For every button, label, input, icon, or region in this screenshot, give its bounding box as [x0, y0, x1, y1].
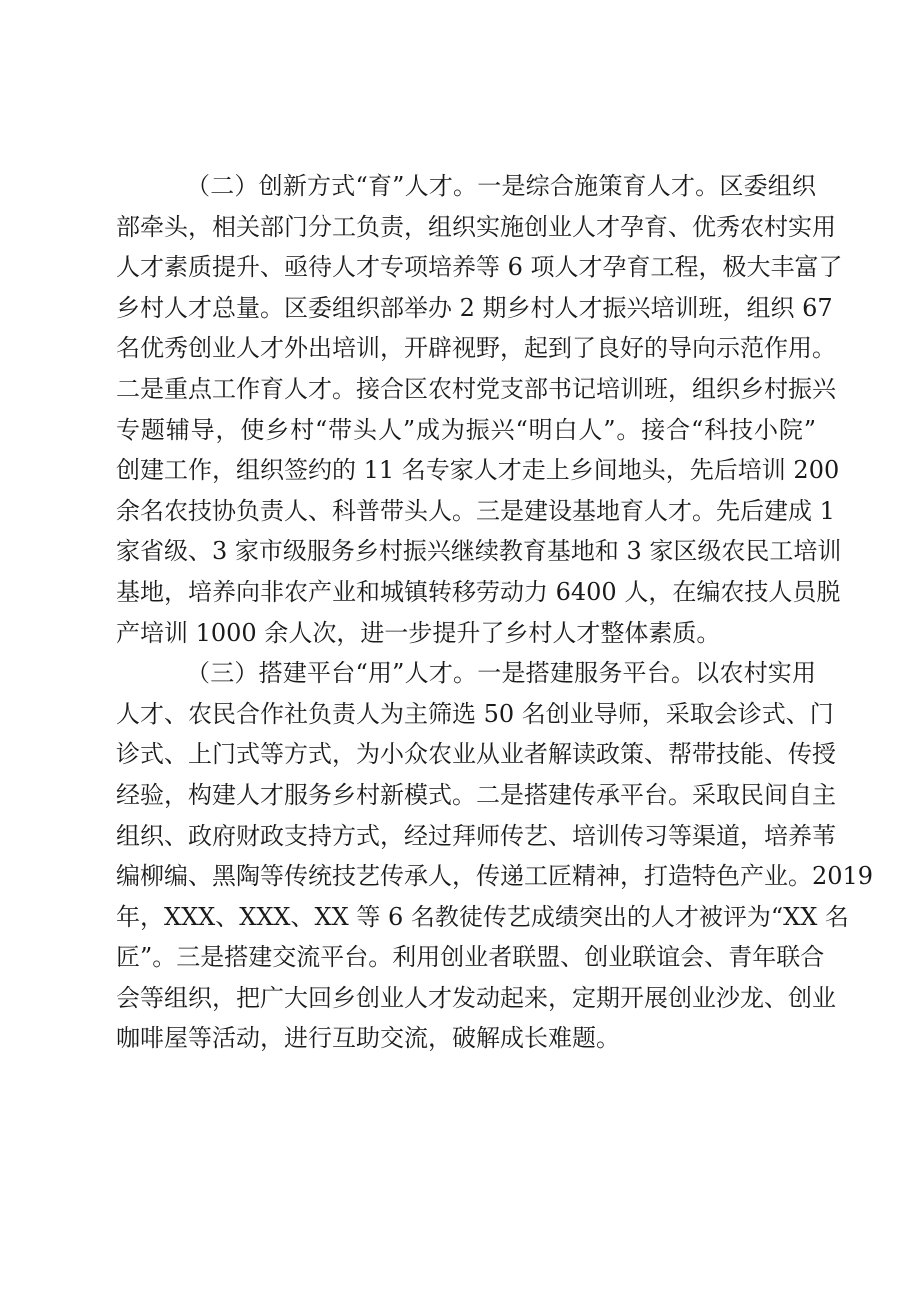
text-line: 组织、政府财政支持方式，经过拜师传艺、培训传习等渠道，培养苇 — [116, 821, 836, 850]
text-line: 基地，培养向非农产业和城镇转移劳动力 6400 人，在编农技人员脱 — [116, 577, 841, 606]
text-line: （三）搭建平台“用”人才。一是搭建服务平台。以农村实用 — [186, 659, 816, 688]
text-line: 会等组织，把广大回乡创业人才发动起来，定期开展创业沙龙、创业 — [116, 983, 836, 1012]
text-line: 人才、农民合作社负责人为主筛选 50 名创业导师，采取会诊式、门 — [116, 699, 834, 728]
text-line: 专题辅导，使乡村“带头人”成为振兴“明白人”。接合“科技小院” — [116, 415, 816, 444]
text-line: 创建工作，组织签约的 11 名专家人才走上乡间地头，先后培训 200 — [116, 456, 840, 485]
text-line: 年，XXX、XXX、XX 等 6 名教徒传艺成绩突出的人才被评为“XX 名 — [116, 902, 849, 931]
document-body — [116, 166, 874, 1059]
text-line: 家省级、3 家市级服务乡村振兴继续教育基地和 3 家区级农民工培训 — [116, 537, 842, 566]
text-line: 编柳编、黑陶等传统技艺传承人，传递工匠精神，打造特色产业。2019 — [116, 862, 874, 891]
text-line: 乡村人才总量。区委组织部举办 2 期乡村人才振兴培训班，组织 67 — [116, 293, 833, 322]
paragraph-section-three — [116, 653, 874, 1059]
text-line: 余名农技协负责人、科普带头人。三是建设基地育人才。先后建成 1 — [116, 496, 835, 525]
text-line: 二是重点工作育人才。接合区农村党支部书记培训班，组织乡村振兴 — [116, 374, 836, 403]
text-line: 名优秀创业人才外出培训，开辟视野，起到了良好的导向示范作用。 — [116, 334, 836, 363]
text-line: 经验，构建人才服务乡村新模式。二是搭建传承平台。采取民间自主 — [116, 780, 836, 809]
text-line: （二）创新方式“育”人才。一是综合施策育人才。区委组织 — [186, 172, 816, 200]
text-line: 产培训 1000 余人次，进一步提升了乡村人才整体素质。 — [116, 618, 721, 647]
text-line: 人才素质提升、亟待人才专项培养等 6 项人才孕育工程，极大丰富了 — [116, 253, 843, 282]
paragraph-section-two — [116, 166, 843, 653]
text-line: 部牵头，相关部门分工负责，组织实施创业人才孕育、优秀农村实用 — [116, 212, 836, 241]
text-line: 匠”。三是搭建交流平台。利用创业者联盟、创业联谊会、青年联合 — [116, 943, 825, 972]
text-line: 诊式、上门式等方式，为小众农业从业者解读政策、帮带技能、传授 — [116, 740, 836, 769]
text-line: 咖啡屋等活动，进行互助交流，破解成长难题。 — [116, 1024, 620, 1053]
